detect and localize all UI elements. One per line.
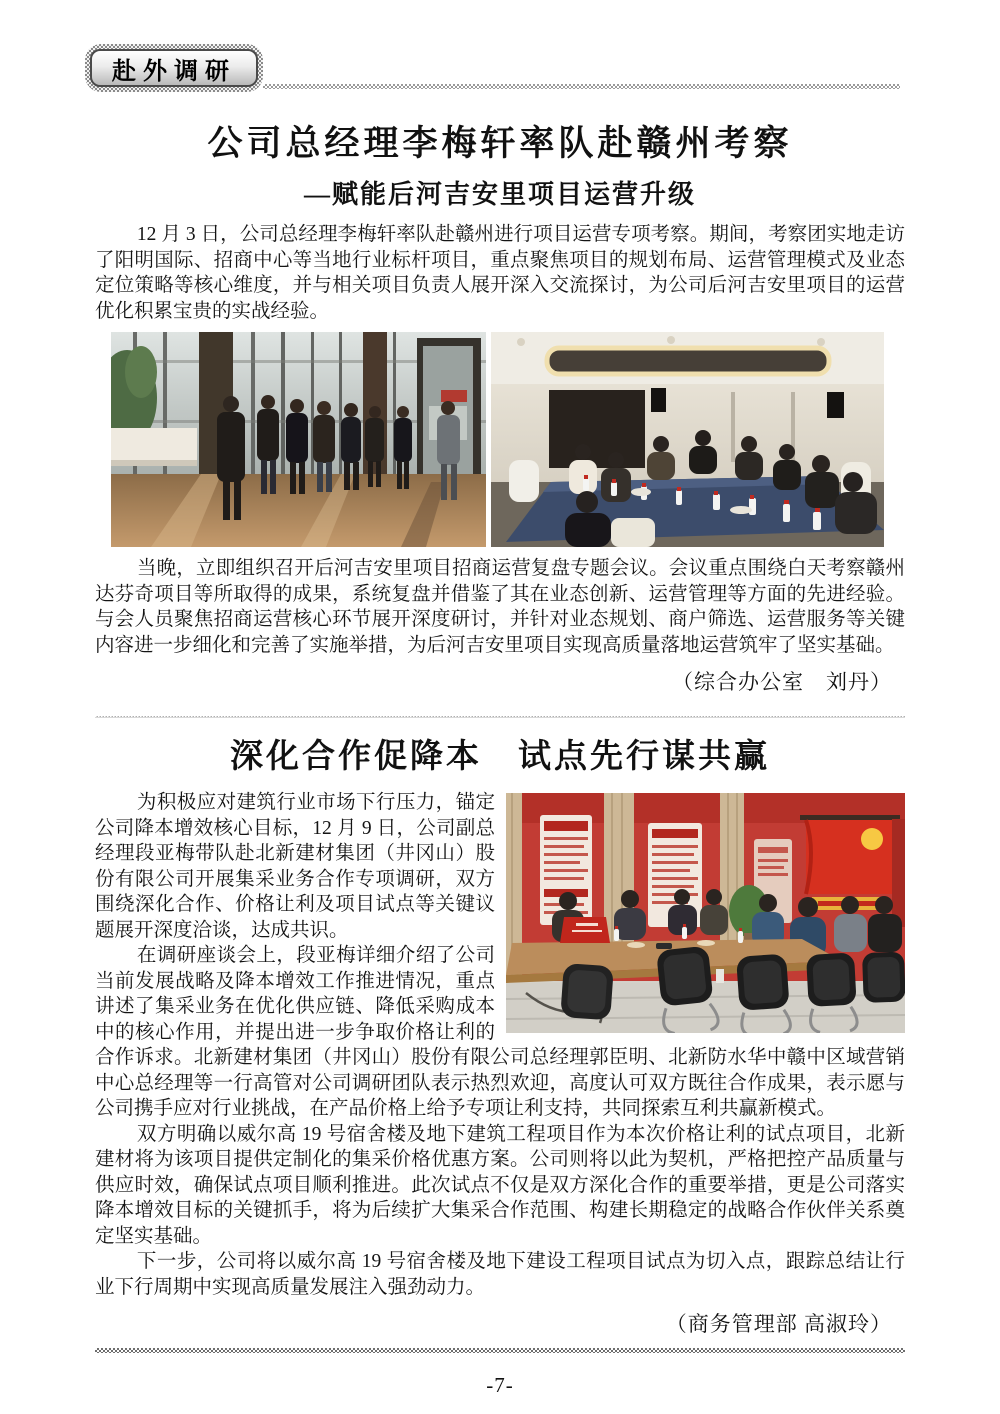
article2-title: 深化合作促降本 试点先行谋共赢 (230, 739, 770, 775)
page-content (0, 116, 1000, 1398)
article1-title: 公司总经理李梅轩率队赴赣州考察 (207, 124, 793, 163)
page-header (0, 0, 1000, 92)
photo-review-meeting (491, 332, 884, 547)
article1-byline: （综合办公室 刘丹） (672, 670, 892, 694)
page-number: -7- (486, 1373, 514, 1397)
section-badge-label: 赴外调研 (90, 49, 258, 87)
article2-paragraph-2: 在调研座谈会上，段亚梅详细介绍了公司当前发展战略及降本增效工作推进情况，重点讲述了集采业务在优化供应链、降低采购成本中的核心作用，并提出进一步争取价格让利的合作诉求。北新建材集团（井冈山）股份有限公司总经理郭臣明、北新防水华中赣中区域营销中心总经理等一行高管对公司调研团队表示热烈欢迎，高度认可双方既往合作成果，表示愿与公司携手应对行业挑战，在产品价格上给予专项让利支持，共同探索互利共赢新模式。 (95, 945, 905, 1119)
footer-rule (95, 1348, 905, 1353)
article1-paragraph-2: 当晚，立即组织召开后河吉安里项目招商运营复盘专题会议。会议重点围绕白天考察赣州达芬奇项目等所取得的成果，系统复盘并借鉴了其在业态创新、运营管理等方面的先进经验。与会人员聚焦招商运营核心环节展开深度研讨，并针对业态规划、商户筛选、运营服务等关键内容进一步细化和完善了实施举措，为后河吉安里项目实现高质量落地运营筑牢了坚实基础。 (95, 558, 905, 656)
article2-body (95, 790, 905, 1300)
article2-paragraph-3: 双方明确以威尔高 19 号宿舍楼及地下建筑工程项目作为本次价格让利的试点项目，北新建材将为该项目提供定制化的集采价格优惠方案。公司则将以此为契机，严格把控产品质量与供应时效，确保试点项目顺利推进。此次试点不仅是双方深化合作的重要举措，更是公司落实降本增效目标的关键抓手，将为后续扩大集采合作范围、构建长期稳定的战略合作伙伴关系奠定坚实基础。 (95, 1123, 905, 1247)
article1-subtitle: —赋能后河吉安里项目运营升级 (303, 180, 696, 209)
photo-ganzhou-site-visit (111, 332, 486, 547)
article2-byline: （商务管理部 高淑玲） (665, 1312, 892, 1336)
article2-photo-wrap (506, 793, 905, 1033)
article1-photo-row (111, 332, 905, 547)
photo-beixin-meeting (506, 793, 905, 1033)
header-rule (263, 84, 900, 89)
article-divider (95, 716, 905, 718)
article1-paragraph-1: 12 月 3 日，公司总经理李梅轩率队赴赣州进行项目运营专项考察。期间，考察团实地走访了阳明国际、招商中心等当地行业标杆项目，重点聚焦项目的规划布局、运营管理模式及业态定位策略等核心维度，并与相关项目负责人展开深入交流探讨，为公司后河吉安里项目的运营优化积累宝贵的实战经验。 (95, 224, 905, 322)
article2-paragraph-4: 下一步，公司将以威尔高 19 号宿舍楼及地下建设工程项目试点为切入点，跟踪总结让行业下行周期中实现高质量发展注入强劲动力。 (95, 1251, 905, 1298)
article2-paragraph-1: 为积极应对建筑行业市场下行压力，锚定公司降本增效核心目标，12 月 9 日，公司副总经理段亚梅带队赴北新建材集团（井冈山）股份有限公司开展集采业务合作专项调研，双方围绕深化合作、价格让利及项目试点等关键议题展开深度洽谈，达成共识。 (95, 792, 495, 941)
section-badge (85, 44, 263, 92)
